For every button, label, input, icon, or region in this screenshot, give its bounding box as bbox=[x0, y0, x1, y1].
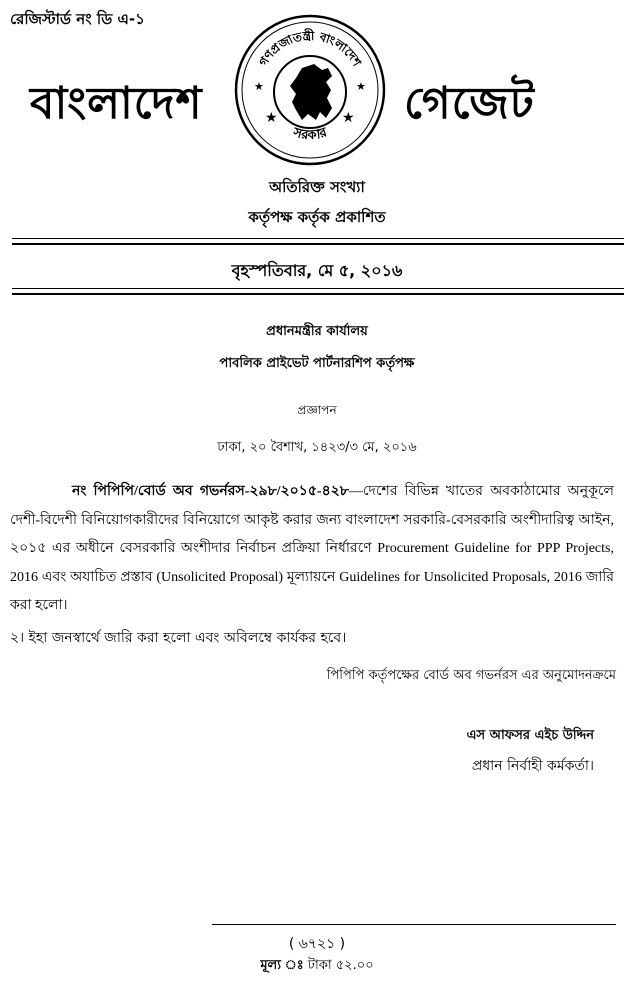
dateline: ঢাকা, ২০ বৈশাখ, ১৪২৩/৩ মে, ২০১৬ bbox=[217, 440, 417, 455]
office-name: প্রধানমন্ত্রীর কার্যালয় bbox=[266, 324, 368, 339]
star-icon: ★ bbox=[342, 110, 355, 126]
masthead-bangladesh: বাংলাদেশ bbox=[30, 78, 203, 129]
star-icon: ★ bbox=[254, 80, 264, 93]
published-by-label: কর্তৃপক্ষ কর্তৃক প্রকাশিত bbox=[248, 208, 386, 226]
effective-clause: ২। ইহা জনস্বার্থে জারি করা হলো এবং অবিলম্বে কার্যকর হবে। bbox=[10, 630, 347, 646]
masthead-gazette: গেজেট bbox=[404, 78, 535, 129]
seal-text-top: গণপ্রজাতন্ত্রী বাংলাদেশ bbox=[256, 28, 364, 69]
star-icon: ★ bbox=[265, 110, 278, 126]
notification-paragraph bbox=[10, 478, 614, 621]
signatory-name: এস আফসর এইচ উদ্দিন bbox=[466, 728, 594, 743]
seal-text-bottom: সরকার bbox=[291, 125, 329, 144]
price-line bbox=[0, 956, 634, 977]
government-seal bbox=[232, 12, 388, 168]
divider bbox=[12, 288, 624, 289]
paragraph-text: —দেশের বিভিন্ন খাতের অবকাঠামোর অনুকূলে দেশী-বিদেশী বিনিয়োগকারীদের বিনিয়োগে আকৃষ্ট করার জন্য বাংলাদেশ সরকারি-বেসরকারি অংশীদারিত্ব আইন, ২০১৫ এর অধীনে বেসরকারি অংশীদার নির্বাচন প্রক্রিয়া নির্ধারণে Procurement Guideline for PPP Projects, 2016 এবং অযাচিত প্রস্তাব (Unsolicited Proposal) মূল্যায়নে Guidelines for Unsolicited Proposals, 2016 জারি করা হলো। bbox=[10, 484, 614, 613]
divider bbox=[12, 238, 624, 239]
divider bbox=[12, 293, 624, 295]
footer-divider bbox=[212, 924, 616, 925]
extra-issue-label: অতিরিক্ত সংখ্যা bbox=[269, 178, 365, 196]
price-label: মূল্য ঃ bbox=[260, 958, 304, 973]
authority-name: পাবলিক প্রাইভেট পার্টনারশিপ কর্তৃপক্ষ bbox=[219, 356, 415, 371]
notice-type: প্রজ্ঞাপন bbox=[297, 403, 337, 417]
issue-date: বৃহস্পতিবার, মে ৫, ২০১৬ bbox=[231, 261, 403, 280]
signatory-title: প্রধান নির্বাহী কর্মকর্তা। bbox=[471, 758, 594, 774]
divider bbox=[12, 243, 624, 245]
price-value: টাকা ৫২.০০ bbox=[307, 958, 374, 973]
bangladesh-map-icon bbox=[290, 64, 332, 120]
page-number: ( ৬৭২১ ) bbox=[288, 936, 346, 952]
registration-number: রেজিস্টার্ড নং ডি এ-১ bbox=[10, 10, 145, 28]
approval-line: পিপিপি কর্তৃপক্ষের বোর্ড অব গভর্নরস এর অনুমোদনক্রমে bbox=[326, 668, 616, 683]
reference-number: নং পিপিপি/বোর্ড অব গভর্নরস-২৯৮/২০১৫-৪২৮ bbox=[72, 484, 349, 499]
star-icon: ★ bbox=[356, 80, 366, 93]
